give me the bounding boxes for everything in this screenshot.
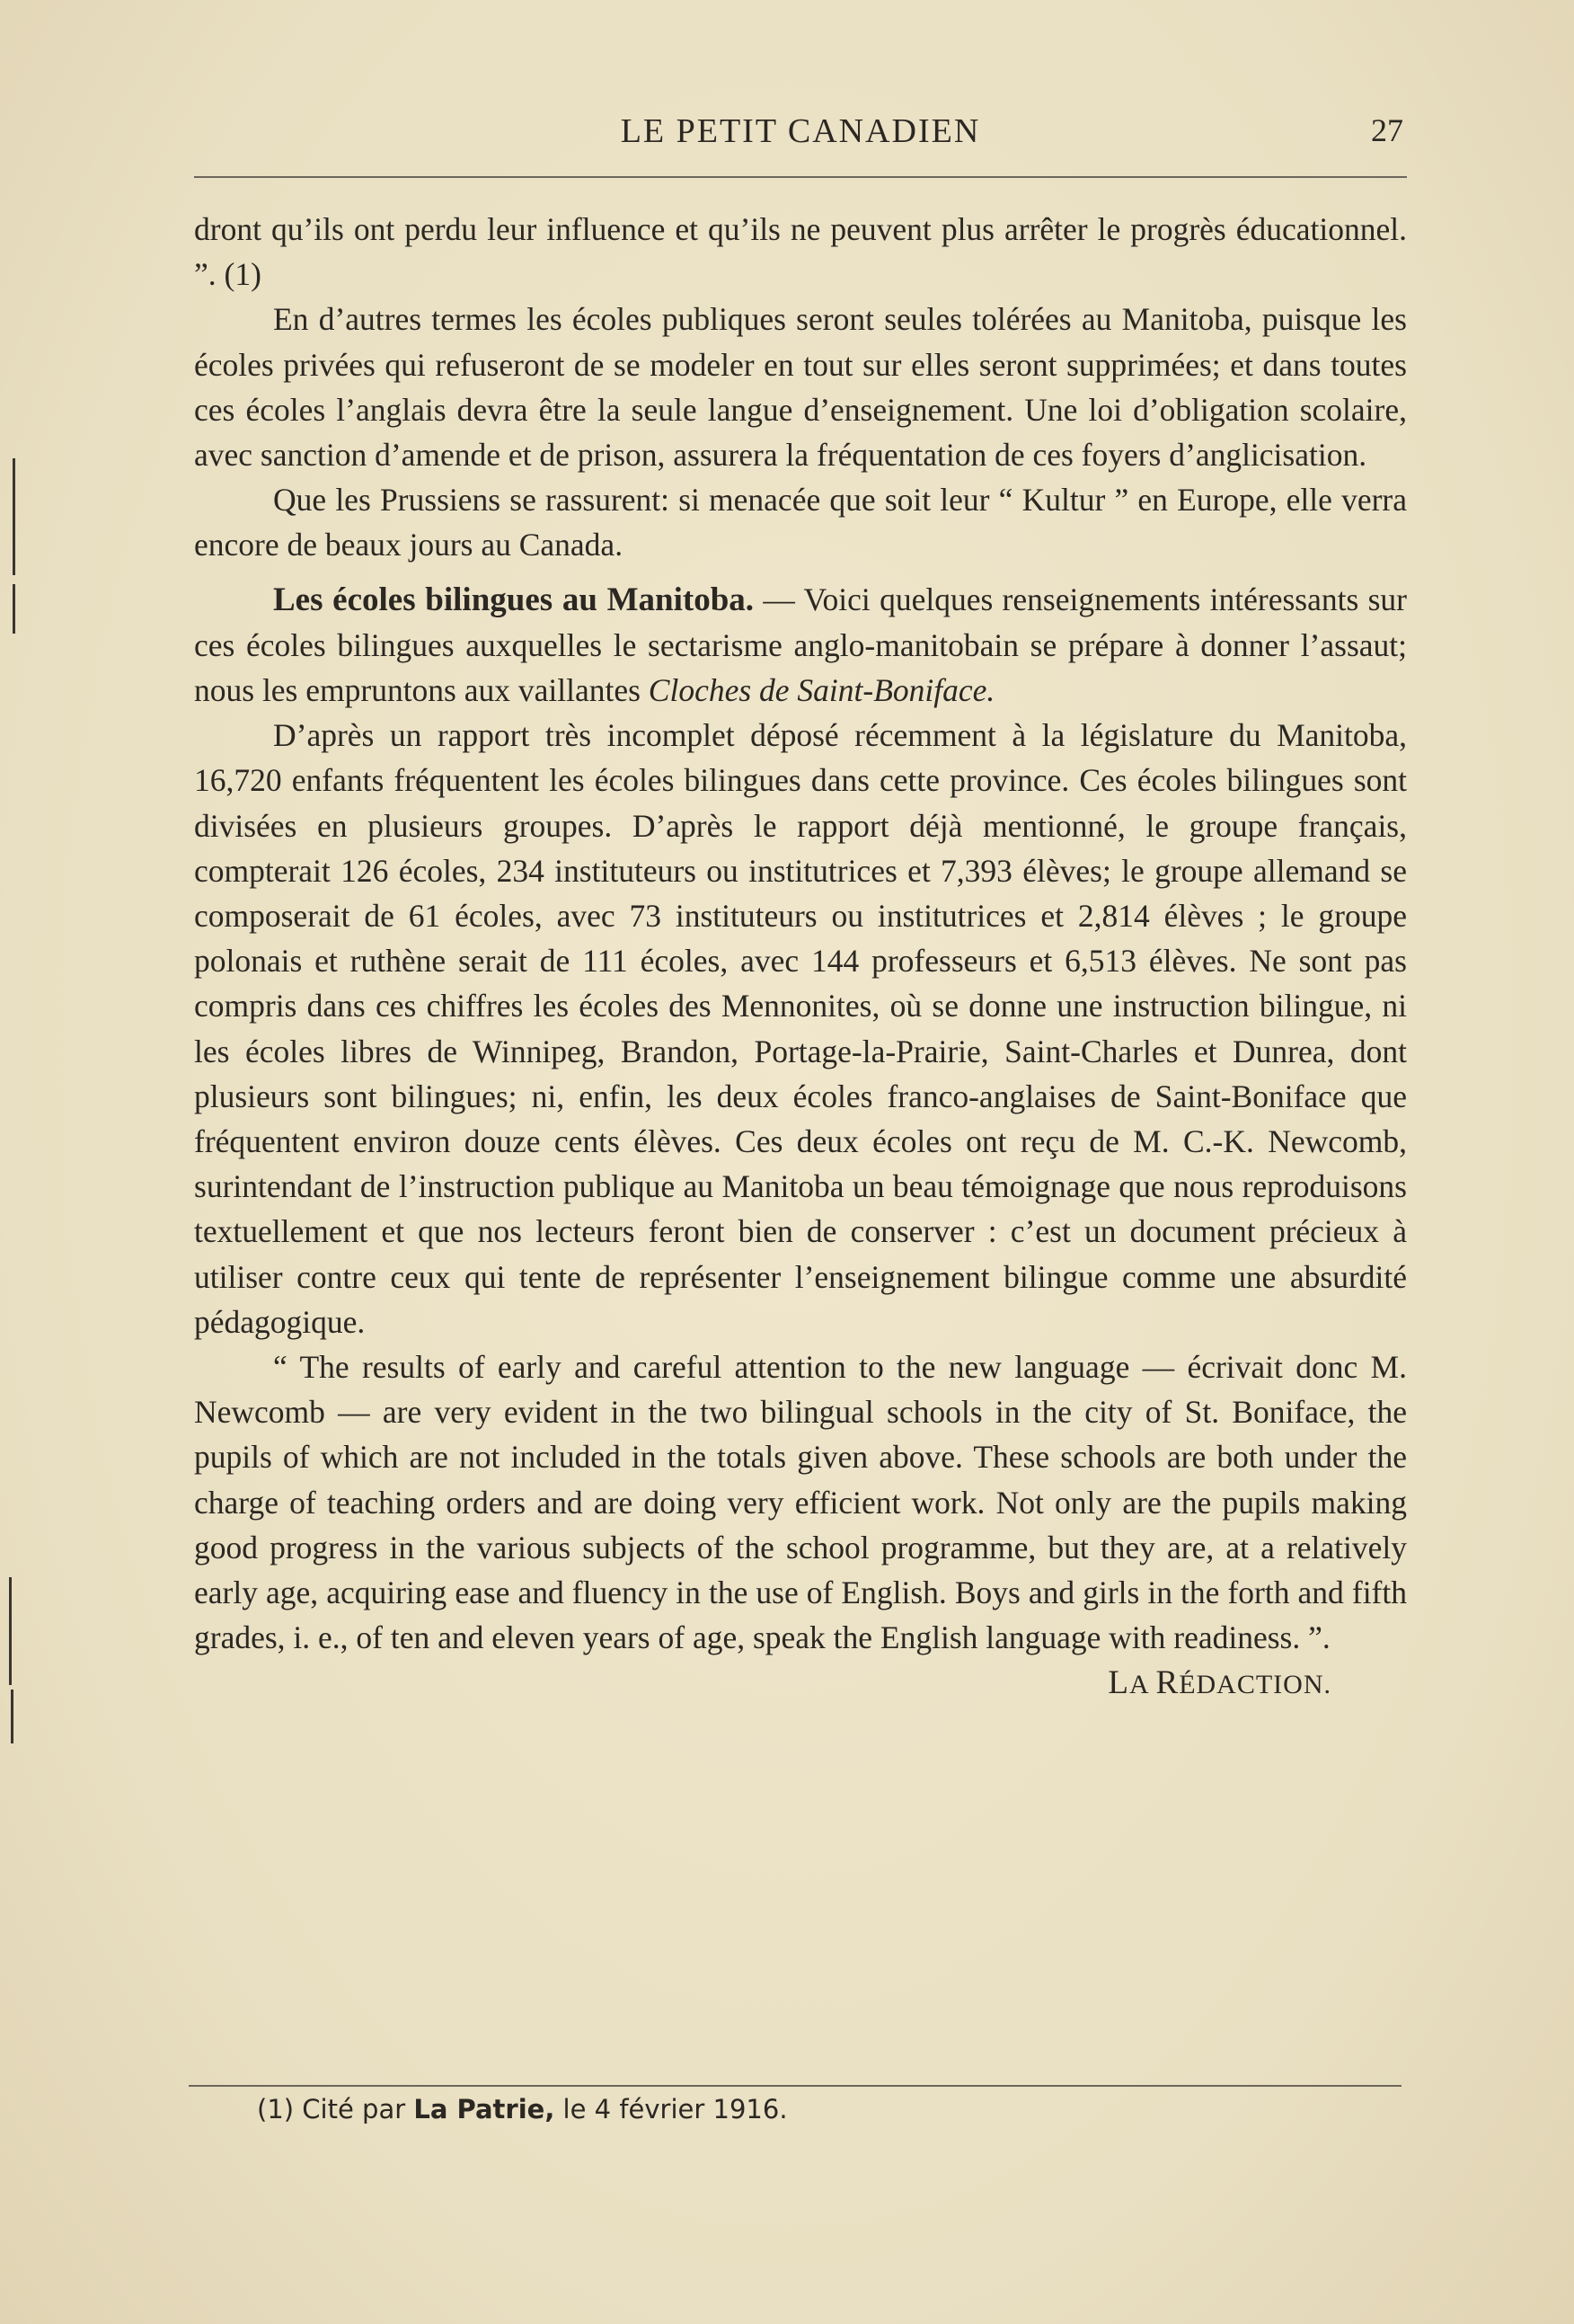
- signature: LA RÉDACTION.: [1108, 1663, 1331, 1701]
- journal-title: LE PETIT CANADIEN: [620, 112, 981, 150]
- publication-title: Cloches de Saint-Boniface.: [648, 672, 995, 709]
- margin-mark: [9, 1577, 12, 1685]
- footnote: [257, 2094, 788, 2124]
- footnote-date: le 4 février 1916.: [554, 2094, 788, 2124]
- page-number: 27: [1371, 112, 1403, 148]
- section-heading: Les écoles bilingues au Manitoba.: [273, 581, 755, 618]
- margin-mark: [13, 584, 15, 634]
- paragraph: Que les Prussiens se rassurent: si menacée que soit leur “ Kultur ” en Europe, elle verra encore de beaux jours au Canada.: [194, 482, 1407, 563]
- section-text: — Voici quelques renseignements intéressants sur ces écoles bilingues auxquelles le sectarisme anglo-manitobain se prépare à donner l’assaut; nous les empruntons aux vaillantes: [194, 581, 1407, 709]
- margin-mark: [13, 458, 15, 575]
- margin-mark: [11, 1690, 13, 1743]
- header-rule: [194, 176, 1407, 178]
- paragraph: D’après un rapport très incomplet déposé récemment à la législature du Manitoba, 16,720 enfants fréquentent les écoles bilingues dans cette province. Ces écoles bilingues sont divisées en plusieurs groupes. D’après le rapport déjà mentionné, le groupe français, compterait 126 écoles, 234 instituteurs ou institutrices et 7,393 élèves; le groupe allemand se composerait de 61 écoles, avec 73 instituteurs ou institutrices et 2,814 élèves ; le groupe polonais et ruthène serait de 111 écoles, avec 144 professeurs et 6,513 élèves. Ne sont pas compris dans ces chiffres les écoles des Mennonites, où se donne une instruction bilingue, ni les écoles libres de Winnipeg, Brandon, Portage-la-Prairie, Saint-Charles et Dunrea, dont plusieurs sont bilingues; ni, enfin, les deux écoles franco-anglaises de Saint-Boniface que fréquentent environ douze cents élèves. Ces deux écoles ont reçu de M. C.-K. Newcomb, surintendant de l’instruction publique au Manitoba un beau témoignage que nous reproduisons textuellement et que nos lecteurs feront bien de conserver : c’est un document précieux à utiliser contre ceux qui tente de représenter l’enseignement bilingue comme une absurdité pédagogique.: [194, 717, 1407, 1340]
- footnote-rule: [189, 2085, 1402, 2087]
- paragraph: En d’autres termes les écoles publiques seront seules tolérées au Manitoba, puisque les écoles privées qui refuseront de se modeler en tout sur elles seront supprimées; et dans toutes ces écoles l’anglais devra être la seule langue d’enseignement. Une loi d’obligation scolaire, avec sanction d’amende et de prison, assurera la fréquentation de ces foyers d’anglicisation.: [194, 301, 1407, 474]
- footnote-marker: (1) Cité par: [257, 2094, 414, 2124]
- running-head: [194, 106, 1407, 160]
- paragraph-continuation: dront qu’ils ont perdu leur influence et qu’ils ne peuvent plus arrêter le progrès éducationnel. ”. (1): [194, 211, 1407, 293]
- footnote-source: La Patrie,: [413, 2094, 555, 2124]
- section-paragraph: [194, 577, 1407, 714]
- quoted-paragraph: “ The results of early and careful attention to the new language — écrivait donc M. Newcomb — are very evident in the two bilingual schools in the city of St. Boniface, the pupils of which are not included in the totals given above. These schools are both under the charge of teaching orders and are doing very efficient work. Not only are the pupils making good progress in the various subjects of the school programme, but they are, at a relatively early age, acquiring ease and fluency in the use of English. Boys and girls in the forth and fifth grades, i. e., of ten and eleven years of age, speak the English language with readiness. ”.: [194, 1349, 1407, 1656]
- article-body: [194, 207, 1407, 1708]
